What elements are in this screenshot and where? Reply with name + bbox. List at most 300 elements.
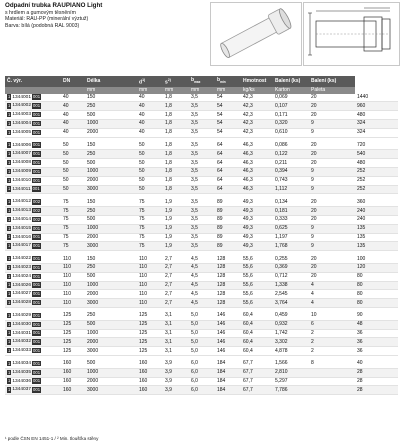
cell-b-max: 3,5	[189, 150, 215, 159]
cell-pack-carton: 0,086	[273, 142, 309, 150]
table-row	[5, 216, 398, 225]
cell-d: 110	[137, 264, 163, 273]
cell-pack-pallet: 9	[309, 185, 355, 194]
cell-d: 110	[137, 290, 163, 299]
cell-s: 1,8	[163, 150, 189, 159]
cell-pack-carton: 3,764	[273, 299, 309, 308]
cell-b-min: 64	[215, 168, 241, 177]
cell-b-max: 3,5	[189, 120, 215, 129]
cell-undefined: 720	[355, 142, 398, 150]
cell-pack-carton: 0,171	[273, 111, 309, 120]
cell-d: 110	[137, 255, 163, 263]
cell-undefined: 480	[355, 111, 398, 120]
cell-pack-carton: 0,932	[273, 320, 309, 329]
pipe-diagram	[303, 2, 400, 66]
cell-dn: 50	[61, 159, 85, 168]
cell-pack-carton: 0,625	[273, 224, 309, 233]
cell-length: 500	[85, 360, 137, 368]
cell-weight: 49,3	[241, 198, 273, 206]
cell-pack-carton: 3,302	[273, 338, 309, 347]
cell-pack-carton: 5,297	[273, 377, 309, 386]
col-pack-pallet: Balení (ks)	[309, 76, 355, 87]
col-b1: $b_{max}$	[189, 76, 215, 87]
table-row	[5, 207, 398, 216]
cell-pack-carton: 0,107	[273, 102, 309, 111]
cell-weight: 55,6	[241, 255, 273, 263]
cell-dn: 110	[61, 281, 85, 290]
cell-s: 1,9	[163, 216, 189, 225]
cell-length: 500	[85, 159, 137, 168]
cell-b-min: 128	[215, 290, 241, 299]
cell-pack-pallet: 8	[309, 360, 355, 368]
cell-b-min: 184	[215, 377, 241, 386]
cell-d: 125	[137, 347, 163, 356]
cell-undefined: 28	[355, 377, 398, 386]
cell-dn: 75	[61, 198, 85, 206]
cell-s: 3,9	[163, 386, 189, 395]
table-row	[5, 198, 398, 206]
cell-pack-carton: 1,197	[273, 233, 309, 242]
cell-s: 1,8	[163, 94, 189, 102]
article-number: 1 1344010 001	[5, 176, 61, 185]
cell-undefined: 960	[355, 102, 398, 111]
table-row	[5, 386, 398, 395]
cell-undefined: 40	[355, 360, 398, 368]
cell-s: 3,1	[163, 312, 189, 320]
cell-s: 2,7	[163, 272, 189, 281]
cell-length: 1000	[85, 329, 137, 338]
cell-dn: 160	[61, 386, 85, 395]
article-number: 1 1344014 002	[5, 216, 61, 225]
col-article-no: Č. výr.	[5, 76, 61, 87]
cell-length: 150	[85, 94, 137, 102]
table-row	[5, 120, 398, 129]
cell-s: 1,9	[163, 224, 189, 233]
cell-weight: 67,7	[241, 386, 273, 395]
cell-pack-pallet: 20	[309, 198, 355, 206]
cell-d: 75	[137, 224, 163, 233]
cell-d: 50	[137, 168, 163, 177]
footnote: ¹ podle ČSN EN 1451-1 / ² Min. tloušťka stěny	[5, 436, 99, 441]
table-row	[5, 290, 398, 299]
cell-b-max: 5,0	[189, 347, 215, 356]
article-number: 1 1344004 001	[5, 120, 61, 129]
cell-b-min: 184	[215, 368, 241, 377]
cell-pack-pallet: 9	[309, 176, 355, 185]
cell-length: 1000	[85, 281, 137, 290]
cell-length: 1000	[85, 120, 137, 129]
cell-dn: 75	[61, 242, 85, 251]
cell-b-min: 54	[215, 102, 241, 111]
cell-d: 160	[137, 360, 163, 368]
cell-b-min: 128	[215, 272, 241, 281]
cell-s: 1,8	[163, 185, 189, 194]
cell-undefined: 28	[355, 368, 398, 377]
cell-pack-pallet: 4	[309, 290, 355, 299]
cell-b-max: 6,0	[189, 368, 215, 377]
cell-pack-pallet: 20	[309, 264, 355, 273]
cell-d: 50	[137, 142, 163, 150]
cell-dn: 125	[61, 312, 85, 320]
cell-undefined: 80	[355, 290, 398, 299]
col-d: $d^{1)}$	[137, 76, 163, 87]
product-desc-3: Barva: bílá (podobná RAL 9003)	[5, 23, 80, 30]
table-row	[5, 360, 398, 368]
table-row	[5, 176, 398, 185]
cell-s: 2,7	[163, 281, 189, 290]
cell-dn: 110	[61, 299, 85, 308]
cell-s: 2,7	[163, 299, 189, 308]
cell-dn: 50	[61, 150, 85, 159]
cell-weight: 60,4	[241, 347, 273, 356]
cell-s: 1,9	[163, 242, 189, 251]
cell-b-min: 146	[215, 329, 241, 338]
cell-b-min: 89	[215, 242, 241, 251]
article-number: 1 1344008 001	[5, 159, 61, 168]
cell-b-min: 54	[215, 94, 241, 102]
table-row	[5, 329, 398, 338]
cell-undefined: 120	[355, 264, 398, 273]
cell-dn: 110	[61, 255, 85, 263]
cell-d: 160	[137, 386, 163, 395]
cell-weight: 60,4	[241, 312, 273, 320]
cell-b-max: 6,0	[189, 377, 215, 386]
cell-b-min: 54	[215, 111, 241, 120]
table-row	[5, 150, 398, 159]
cell-b-max: 3,5	[189, 198, 215, 206]
pipe-photo	[210, 2, 302, 66]
cell-dn: 160	[61, 377, 85, 386]
cell-dn: 110	[61, 264, 85, 273]
article-number: 1 1344016 001	[5, 233, 61, 242]
article-number: 1 1344013 002	[5, 207, 61, 216]
cell-length: 1000	[85, 368, 137, 377]
cell-s: 3,9	[163, 368, 189, 377]
article-number: 1 1344024 001	[5, 272, 61, 281]
cell-d: 40	[137, 111, 163, 120]
table-row	[5, 185, 398, 194]
cell-d: 50	[137, 150, 163, 159]
cell-length: 3000	[85, 185, 137, 194]
cell-pack-pallet: 20	[309, 207, 355, 216]
article-number: 1 1344035 001	[5, 368, 61, 377]
cell-pack-pallet	[309, 368, 355, 377]
col-s: $s^{2)}$	[163, 76, 189, 87]
cell-weight: 49,3	[241, 216, 273, 225]
table-header-row	[5, 76, 398, 87]
cell-weight: 42,3	[241, 94, 273, 102]
cell-s: 2,7	[163, 264, 189, 273]
cell-weight: 49,3	[241, 242, 273, 251]
cell-pack-pallet: 9	[309, 168, 355, 177]
cell-pack-carton: 1,742	[273, 329, 309, 338]
cell-b-max: 3,5	[189, 128, 215, 137]
cell-dn: 40	[61, 128, 85, 137]
table-row	[5, 142, 398, 150]
article-number: 1 1344009 001	[5, 168, 61, 177]
cell-s: 1,9	[163, 207, 189, 216]
article-number: 1 1344015 001	[5, 224, 61, 233]
cell-undefined: 80	[355, 299, 398, 308]
cell-length: 3000	[85, 386, 137, 395]
cell-weight: 67,7	[241, 360, 273, 368]
cell-d: 125	[137, 320, 163, 329]
cell-undefined: 324	[355, 128, 398, 137]
cell-length: 250	[85, 264, 137, 273]
cell-length: 250	[85, 207, 137, 216]
cell-pack-carton: 2,545	[273, 290, 309, 299]
cell-pack-carton: 1,566	[273, 360, 309, 368]
cell-length: 3000	[85, 242, 137, 251]
article-number: 1 1344026 001	[5, 281, 61, 290]
cell-length: 2000	[85, 233, 137, 242]
cell-length: 3000	[85, 299, 137, 308]
cell-s: 1,8	[163, 159, 189, 168]
cell-pack-pallet: 10	[309, 312, 355, 320]
cell-d: 75	[137, 198, 163, 206]
cell-weight: 46,3	[241, 168, 273, 177]
cell-b-min: 128	[215, 255, 241, 263]
cell-b-max: 3,5	[189, 224, 215, 233]
cell-dn: 50	[61, 176, 85, 185]
cell-pack-pallet: 20	[309, 216, 355, 225]
cell-weight: 42,3	[241, 111, 273, 120]
cell-pack-carton: 2,810	[273, 368, 309, 377]
cell-pack-pallet: 9	[309, 128, 355, 137]
cell-b-max: 6,0	[189, 360, 215, 368]
cell-undefined: 36	[355, 338, 398, 347]
cell-s: 1,9	[163, 233, 189, 242]
cell-undefined: 100	[355, 255, 398, 263]
cell-pack-pallet: 9	[309, 224, 355, 233]
cell-length: 500	[85, 320, 137, 329]
cell-d: 40	[137, 120, 163, 129]
cell-b-min: 89	[215, 207, 241, 216]
cell-pack-pallet: 20	[309, 142, 355, 150]
cell-s: 3,1	[163, 329, 189, 338]
cell-b-max: 3,5	[189, 111, 215, 120]
cell-dn: 110	[61, 290, 85, 299]
cell-s: 1,8	[163, 142, 189, 150]
article-number: 1 1344033 001	[5, 347, 61, 356]
cell-weight: 67,7	[241, 377, 273, 386]
cell-b-min: 184	[215, 386, 241, 395]
cell-weight: 49,3	[241, 224, 273, 233]
col-weight: Hmotnost	[241, 76, 273, 87]
cell-s: 3,1	[163, 347, 189, 356]
cell-b-max: 4,5	[189, 281, 215, 290]
cell-weight: 67,7	[241, 368, 273, 377]
cell-dn: 50	[61, 142, 85, 150]
cell-dn: 50	[61, 168, 85, 177]
cell-b-max: 3,5	[189, 94, 215, 102]
table-row	[5, 224, 398, 233]
cell-b-max: 3,5	[189, 207, 215, 216]
table-body	[5, 94, 398, 395]
product-desc-1: s hrdlem a gumovým těsněním	[5, 9, 76, 16]
product-title: Odpadní trubka RAUPIANO Light	[5, 2, 103, 9]
table-row	[5, 102, 398, 111]
cell-b-min: 89	[215, 216, 241, 225]
article-number: 1 1344003 001	[5, 111, 61, 120]
cell-undefined: 36	[355, 329, 398, 338]
cell-weight: 55,6	[241, 290, 273, 299]
cell-s: 1,8	[163, 120, 189, 129]
table-row	[5, 128, 398, 137]
table-row	[5, 255, 398, 263]
cell-b-min: 64	[215, 159, 241, 168]
cell-length: 1000	[85, 168, 137, 177]
cell-weight: 55,6	[241, 299, 273, 308]
cell-b-min: 89	[215, 198, 241, 206]
table-row	[5, 320, 398, 329]
cell-b-max: 5,0	[189, 329, 215, 338]
cell-undefined: 540	[355, 150, 398, 159]
cell-undefined: 36	[355, 347, 398, 356]
cell-d: 40	[137, 102, 163, 111]
cell-length: 250	[85, 102, 137, 111]
article-number: 1 1344007 001	[5, 150, 61, 159]
table-row	[5, 368, 398, 377]
cell-b-max: 5,0	[189, 320, 215, 329]
cell-weight: 46,3	[241, 176, 273, 185]
cell-weight: 42,3	[241, 120, 273, 129]
cell-dn: 160	[61, 360, 85, 368]
product-desc-2: Materiál: RAU-PP (minerální výztuž)	[5, 16, 89, 23]
cell-pack-carton: 0,069	[273, 94, 309, 102]
cell-length: 150	[85, 198, 137, 206]
cell-b-max: 3,5	[189, 168, 215, 177]
cell-dn: 40	[61, 120, 85, 129]
cell-b-max: 5,0	[189, 338, 215, 347]
cell-b-min: 146	[215, 312, 241, 320]
cell-b-max: 5,0	[189, 312, 215, 320]
cell-length: 2000	[85, 290, 137, 299]
cell-b-min: 146	[215, 320, 241, 329]
cell-pack-pallet: 9	[309, 120, 355, 129]
cell-b-max: 3,5	[189, 185, 215, 194]
cell-dn: 110	[61, 272, 85, 281]
cell-length: 250	[85, 150, 137, 159]
cell-pack-carton: 0,712	[273, 272, 309, 281]
cell-s: 1,9	[163, 198, 189, 206]
cell-d: 75	[137, 242, 163, 251]
cell-pack-carton: 1,768	[273, 242, 309, 251]
cell-weight: 49,3	[241, 233, 273, 242]
cell-weight: 46,3	[241, 159, 273, 168]
cell-d: 160	[137, 377, 163, 386]
cell-d: 75	[137, 216, 163, 225]
cell-b-max: 4,5	[189, 290, 215, 299]
article-number: 1 1344037 001	[5, 386, 61, 395]
cell-dn: 40	[61, 94, 85, 102]
cell-b-min: 64	[215, 185, 241, 194]
cell-undefined: 28	[355, 386, 398, 395]
cell-length: 250	[85, 312, 137, 320]
cell-d: 160	[137, 368, 163, 377]
cell-weight: 42,3	[241, 128, 273, 137]
cell-d: 110	[137, 281, 163, 290]
cell-d: 110	[137, 299, 163, 308]
table-row	[5, 312, 398, 320]
cell-b-max: 3,5	[189, 242, 215, 251]
cell-b-min: 146	[215, 347, 241, 356]
table-row	[5, 168, 398, 177]
table-row	[5, 272, 398, 281]
cell-undefined: 48	[355, 320, 398, 329]
cell-pack-pallet: 20	[309, 102, 355, 111]
cell-weight: 55,6	[241, 264, 273, 273]
article-number: 1 1344032 001	[5, 338, 61, 347]
pipe-drawing	[304, 3, 399, 65]
cell-weight: 46,3	[241, 150, 273, 159]
cell-pack-pallet: 9	[309, 242, 355, 251]
cell-b-min: 184	[215, 360, 241, 368]
cell-b-max: 3,5	[189, 216, 215, 225]
cell-weight: 60,4	[241, 320, 273, 329]
cell-pack-pallet	[309, 377, 355, 386]
table-row	[5, 233, 398, 242]
cell-d: 125	[137, 312, 163, 320]
cell-s: 1,8	[163, 111, 189, 120]
cell-undefined: 90	[355, 312, 398, 320]
table-row	[5, 299, 398, 308]
cell-pack-carton: 0,610	[273, 128, 309, 137]
cell-b-max: 3,5	[189, 159, 215, 168]
product-header	[5, 2, 205, 30]
table-units-row: mm mm mm mm mm kg/ks Karton Paleta	[5, 87, 398, 94]
cell-d: 40	[137, 128, 163, 137]
cell-undefined: 80	[355, 272, 398, 281]
cell-dn: 75	[61, 207, 85, 216]
cell-pack-pallet: 20	[309, 255, 355, 263]
cell-undefined: 80	[355, 281, 398, 290]
cell-dn: 125	[61, 320, 85, 329]
cell-d: 40	[137, 94, 163, 102]
table-row	[5, 338, 398, 347]
article-number: 1 1344027 001	[5, 290, 61, 299]
cell-pack-pallet: 2	[309, 338, 355, 347]
cell-pack-carton: 0,743	[273, 176, 309, 185]
cell-dn: 160	[61, 368, 85, 377]
article-number: 1 1344030 001	[5, 320, 61, 329]
cell-s: 1,8	[163, 168, 189, 177]
cell-length: 150	[85, 142, 137, 150]
cell-d: 50	[137, 176, 163, 185]
cell-s: 3,9	[163, 360, 189, 368]
cell-dn: 50	[61, 185, 85, 194]
article-number: 1 1344023 001	[5, 264, 61, 273]
cell-length: 2000	[85, 176, 137, 185]
cell-undefined: 1440	[355, 94, 398, 102]
cell-b-max: 3,5	[189, 233, 215, 242]
col-b2: $b_{min}$	[215, 76, 241, 87]
article-number: 1 1344011 001	[5, 185, 61, 194]
cell-pack-carton: 0,211	[273, 159, 309, 168]
cell-b-max: 4,5	[189, 299, 215, 308]
cell-dn: 40	[61, 111, 85, 120]
cell-weight: 55,6	[241, 272, 273, 281]
cell-s: 1,8	[163, 128, 189, 137]
cell-length: 2000	[85, 338, 137, 347]
cell-pack-carton: 0,394	[273, 168, 309, 177]
table-row	[5, 94, 398, 102]
pipe-image	[211, 3, 301, 65]
cell-pack-carton: 1,112	[273, 185, 309, 194]
cell-d: 125	[137, 338, 163, 347]
cell-s: 3,1	[163, 320, 189, 329]
article-number: 1 1344001 001	[5, 94, 61, 102]
